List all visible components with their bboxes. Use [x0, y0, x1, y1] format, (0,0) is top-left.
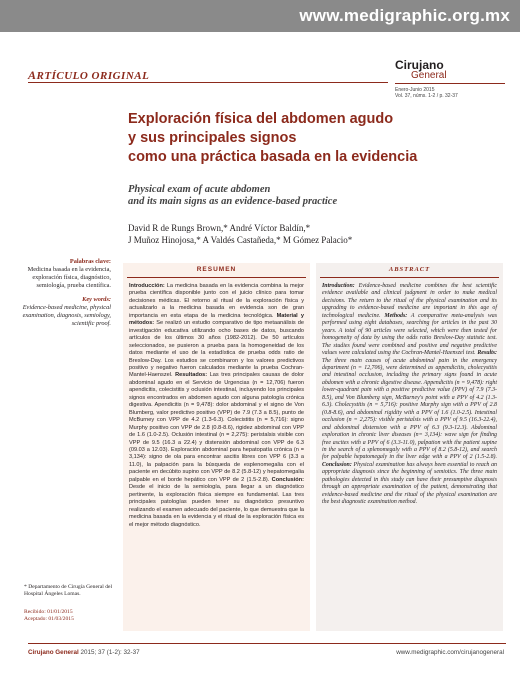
paragraph-text: A comparative meta-analysis was performed using eight databases, searching for articles in the past 30 years. A total of 90 articles were selected, which were then tested for homogeneity of data by using the odds ratio Breslow-Day statistic test. The studies found were combined and positive and negative predictive values were calculated using the Cochran-Mantel-Haenszel test. [322, 312, 498, 357]
keywords-en-text: Evidence-based medicine, physical examination, diagnosis, semiology, scientific proof. [22, 304, 111, 327]
label: Results: [477, 350, 497, 357]
abstract-body [316, 278, 503, 507]
paragraph-text: Las tres principales causas de dolor abdominal agudo en el Servicio de Urgencias (n = 12,706) fueron apendicitis, colecistitis y oclusión intestinal, incluyendo los principales signos encontrados en abdomen agudo con alguna patología crónica digestiva. Apendicitis (n = 9,478): dolor abdominal y el signo de Von Blumberg, valor predictivo positivo (VPP) de 7.9 (7.3 a 8.5), punto de McBurney con VPP de 4.2 (1.3-6.3). Colecistitis (n = 5,716): signo Murphy positivo con VPP de 2.8 (0.8-8.6), rigidez abdominal con VPP de 1.6 (1.0-2.5). Oclusión intestinal (n = 2,275): peristalsis visible con VPP de 9.5 (16.3 a 22.4) y distensión abdominal con VPP de 6.3 (09.03 a 12.03). Exploración abdominal para hepatopatía crónica (n = 3,134): signo de ola para encontrar ascitis libres con VPP 6 (3.3 a 11.0), la palpación para la búsqueda de esplenomegalia con el paciente en decúbito supino con VPP de 8.2 (5.8-12) y hepatomegalia palpable en el borde hepático con VPP de 2 (1.5-2.8). [129, 372, 304, 483]
journal-volume: Vol. 37, núms. 1-2 / p. 32-37 [395, 93, 458, 99]
date-received: Recibido: 01/01/2015 [24, 609, 73, 615]
section-label [28, 68, 149, 83]
title-line: Exploración física del abdomen agudo [128, 111, 394, 127]
resumen-body [123, 278, 310, 529]
label: Methods: [384, 312, 408, 319]
section-rule [28, 82, 388, 83]
section-label-initial: A [28, 68, 37, 82]
footer-rule [28, 643, 506, 644]
label: Introducción: [129, 283, 165, 289]
authors-line: David R de Rungs Brown,* André Víctor Baldín,* [128, 223, 311, 233]
journal-name-2: General [411, 70, 447, 81]
paragraph-text: La medicina basada en la evidencia combina la mejor prueba científica disponible junto con el juicio clínico para tomar decisiones médicas. El retorno al ritual de la exploración física y actualizarlo a la medicina basada en evidencia son de gran importancia en esta etapa de la medicina tecnológica. [129, 283, 304, 319]
label: Conclusión: [271, 476, 304, 483]
journal-name: Cirujano [395, 58, 444, 72]
article-title [128, 110, 508, 167]
paragraph-text: Desde el inicio de la semiología, para llegar a un diagnóstico pertinente, la exploración física siempre es fundamental. Las tres principales patologías pueden tener su diagnóstico presuntivo realizando el examen adecuado del paciente, lo que demuestra que la medicina basada en la evidencia y el ritual de la exploración física es el mejor método diagnóstico. [129, 484, 304, 528]
journal-date: Enero-Junio 2015 [395, 87, 435, 93]
footer-url[interactable]: www.medigraphic.com/cirujanogeneral [396, 649, 504, 656]
keywords-es-text: Medicina basada en la evidencia, exploración física, diagnóstico, semiología, prueba científica. [27, 266, 111, 289]
footer-citation [28, 649, 140, 656]
journal-logo [395, 59, 505, 99]
resumen-column [123, 263, 310, 631]
section-label-rest: RTÍCULO ORIGINAL [36, 70, 150, 82]
title-line: como una práctica basada en la evidencia [128, 149, 418, 165]
affiliation-footnote: * Departamento de Cirugía General del Hospital Ángeles Lomas. [24, 584, 113, 597]
label: Conclusion: [322, 461, 352, 468]
footer-issue: 2015; 37 (1-2): 32-37 [78, 649, 140, 656]
authors-line: J Muñoz Hinojosa,* A Valdés Castañeda,* M Gómez Palacio* [128, 235, 353, 245]
article-subtitle [128, 184, 488, 208]
paragraph-text: The three main causes of acute abdominal pain in the emergency department (n = 12,706), were determined as appendicitis, cholecystitis and intestinal occlusion, including the primary signs found in acute abdomen with a chronic digestive disease. Appendicitis (n = 9,478): right lower-quadrant pain with a positive predictive value (PPV) of 7.9 (7.3-8.5), and Von Blumberg sign, McBurney's point with a PPV of 4.2 (1.3-6.3). Cholecystitis (n = 5,716): positive Murphy sign with a PPV of 2.8 (0.8-8.6), and abdominal rigidity with a PPV of 1.6 (1.0-2.5). Intestinal occlusion (n = 2,275): visible peristalsis with a PPV of 9.5 (16.3-22.4), and abdominal distension with a PPV of 6.3 (9.3-12.3). Abdominal exploration in chronic liver diseases (n= 3,134): wave sign for finding free ascites with a PPV of 6 (3.3-11.0), palpation with the patient supine in the search of a splenomegaly with a PPV of 8.2 (5.8-12), and search for palpable hepatomegaly in the liver edge with a PPV of 2 (1.5-2.8). [322, 357, 497, 461]
paragraph-text: Physical examination has always been essential to reach an appropriate diagnosis since the beginning of semiotics. The three main pathologies detected in this study can have their presumptive diagnosis through an appropriate examination of the patient, demonstrating that evidence-based medicine and the ritual of the physical examination are the best diagnostic examination method. [322, 461, 497, 506]
label: Introduction: [322, 283, 355, 289]
keywords-es-heading: Palabras clave: [69, 258, 111, 265]
dates [24, 609, 116, 623]
paragraph-text: Evidence-based medicine combines the best scientific evidence available and clinical judgment in order to make medical decisions. The return to the ritual of the physical examination and its upgrading to evidence-based medicine are important in this age of technological medicine. [322, 283, 497, 319]
label: Resultados: [175, 372, 208, 379]
authors [128, 222, 508, 246]
keywords-sidebar [18, 258, 111, 328]
site-url[interactable]: www.medigraphic.org.mx [299, 6, 510, 25]
title-line: y sus principales signos [128, 130, 297, 146]
subtitle-line: Physical exam of acute abdomen [128, 184, 271, 195]
keywords-en-heading: Key words: [82, 296, 111, 303]
journal-rule [395, 83, 505, 84]
header-bar [0, 0, 520, 32]
footer-journal: Cirujano General [28, 649, 79, 656]
paragraph-text: Se realizó un estudio comparativo de tipo metaanálisis de investigación educativa utilizando ocho bases de datos, buscando artículos de los últimos 30 años (1982-2012). De 50 artículos seleccionados, se pusieron a prueba para la homogeneidad de los datos mediante el uso de la estadística de prueba odds ratio de Breslow-Day. Los estudios se combinaron y los valores predictivos positivo y negativo fueron calculados mediante la prueba Cochran-Mantel-Haenszel. [129, 320, 304, 379]
subtitle-line: and its main signs as an evidence-based practice [128, 196, 338, 207]
label: Material y métodos: [129, 312, 304, 327]
resumen-heading: RESUMEN [196, 266, 237, 273]
abstract-heading: ABSTRACT [388, 266, 431, 273]
date-accepted: Aceptado: 01/03/2015 [24, 616, 74, 622]
abstract-column [316, 263, 503, 631]
